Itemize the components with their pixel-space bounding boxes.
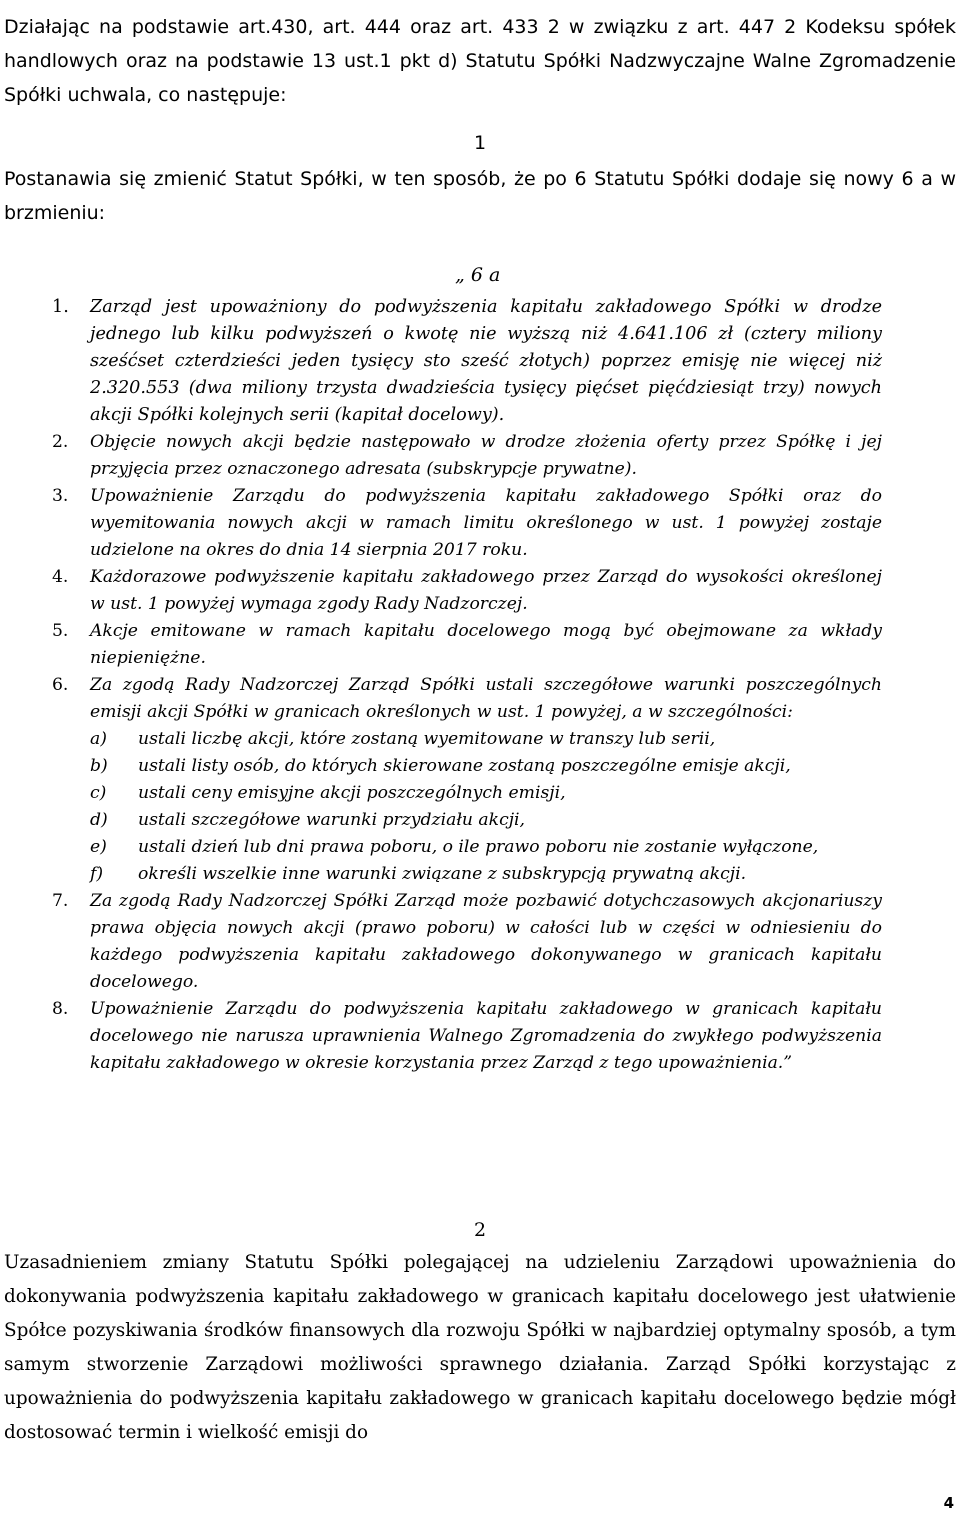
subitem-c xyxy=(90,780,882,807)
article-item-4 xyxy=(52,564,882,618)
section-6a-mark: „ 6 a xyxy=(455,264,501,286)
paragraph-1-mark: 1 xyxy=(473,132,487,154)
item-text: Za zgodą Rady Nadzorczej Zarząd Spółki ustali szczegółowe warunki poszczególnych emisji akcji Spółki w granicach określonych w ust. 1 powyżej, a w szczególności: xyxy=(90,675,882,722)
article-item-6 xyxy=(52,672,882,888)
article-item-8 xyxy=(52,996,882,1077)
item-text: Upoważnienie Zarządu do podwyższenia kapitału zakładowego w granicach kapitału docelowego nie narusza uprawnienia Walnego Zgromadzenia do zwykłego podwyższenia kapitału zakładowego w okresie korzystania przez Zarząd z tego upoważnienia.” xyxy=(90,999,882,1073)
item-number: 6. xyxy=(52,675,69,695)
item-text: Każdorazowe podwyższenie kapitału zakładowego przez Zarząd do wysokości określonej w ust. 1 powyżej wymaga zgody Rady Nadzorczej. xyxy=(90,567,882,614)
subitem-letter: a) xyxy=(90,729,107,749)
article-item-5 xyxy=(52,618,882,672)
item-number: 4. xyxy=(52,567,69,587)
subitem-b xyxy=(90,753,882,780)
item-text: Za zgodą Rady Nadzorczej Spółki Zarząd może pozbawić dotychczasowych akcjonariuszy prawa objęcia nowych akcji (prawo poboru) w całości lub w części w odniesieniu do każdego podwyższenia kapitału zakładowego dokonywanego w granicach kapitału docelowego. xyxy=(90,891,882,992)
page-number: 4 xyxy=(943,1494,954,1512)
item-number: 7. xyxy=(52,891,69,911)
subitem-letter: c) xyxy=(90,783,107,803)
subitem-letter: b) xyxy=(90,756,108,776)
item-text: Zarząd jest upoważniony do podwyższenia kapitału zakładowego Spółki w drodze jednego lub kilku podwyższeń o kwotę nie wyższą niż 4.641.106 zł (cztery miliony sześćset czterdzieści jeden tysięcy sto sześć złotych) poprzez emisję nie więcej niż 2.320.553 (dwa miliony trzysta dwadzieścia tysięcy pięćset pięćdziesiąt trzy) nowych akcji Spółki kolejnych serii (kapitał docelowy). xyxy=(90,297,882,425)
paragraph-2-mark: 2 xyxy=(473,1219,487,1241)
item-number: 5. xyxy=(52,621,69,641)
article-item-2 xyxy=(52,429,882,483)
article-item-1 xyxy=(52,294,882,429)
subitem-text: ustali listy osób, do których skierowane zostaną poszczególne emisje akcji, xyxy=(138,756,791,776)
subitem-text: określi wszelkie inne warunki związane z subskrypcją prywatną akcji. xyxy=(138,864,747,884)
subitem-letter: f) xyxy=(90,864,104,884)
article-item-7 xyxy=(52,888,882,996)
subitem-d xyxy=(90,807,882,834)
paragraph-2-text: Uzasadnieniem zmiany Statutu Spółki polegającej na udzieleniu Zarządowi upoważnienia do dokonywania podwyższenia kapitału zakładowego w granicach kapitału docelowego jest ułatwienie Spółce pozyskiwania środków finansowych dla rozwoju Spółki w najbardziej optymalny sposób, a tym samym stworzenie Zarządowi możliwości sprawnego działania. Zarząd Spółki korzystając z upoważnienia do podwyższenia kapitału zakładowego w granicach kapitału docelowego będzie mógł dostosować termin i wielkość emisji do xyxy=(4,1252,956,1443)
intro-paragraph: Działając na podstawie art.430, art. 444 oraz art. 433 2 w związku z art. 447 2 Kodeksu spółek handlowych oraz na podstawie 13 ust.1 pkt d) Statutu Spółki Nadzwyczajne Walne Zgromadzenie Spółki uchwala, co następuje: xyxy=(4,16,956,106)
subitem-list xyxy=(90,726,882,888)
item-number: 1. xyxy=(52,297,69,317)
subitem-a xyxy=(90,726,882,753)
subitem-text: ustali dzień lub dni prawa poboru, o ile prawo poboru nie zostanie wyłączone, xyxy=(138,837,819,857)
item-text: Akcje emitowane w ramach kapitału docelowego mogą być obejmowane za wkłady niepieniężne. xyxy=(90,621,882,668)
item-number: 2. xyxy=(52,432,69,452)
section-6a-body xyxy=(52,294,882,1077)
item-text: Upoważnienie Zarządu do podwyższenia kapitału zakładowego Spółki oraz do wyemitowania nowych akcji w ramach limitu określonego w ust. 1 powyżej zostaje udzielone na okres do dnia 14 sierpnia 2017 roku. xyxy=(90,486,882,560)
item-number: 8. xyxy=(52,999,69,1019)
article-item-3 xyxy=(52,483,882,564)
subitem-letter: e) xyxy=(90,837,107,857)
subitem-text: ustali ceny emisyjne akcji poszczególnych emisji, xyxy=(138,783,566,803)
subitem-f xyxy=(90,861,882,888)
paragraph-1-text: Postanawia się zmienić Statut Spółki, w ten sposób, że po 6 Statutu Spółki dodaje się nowy 6 a w brzmieniu: xyxy=(4,168,956,224)
item-text: Objęcie nowych akcji będzie następowało w drodze złożenia oferty przez Spółkę i jej przyjęcia przez oznaczonego adresata (subskrypcje prywatne). xyxy=(90,432,882,479)
item-number: 3. xyxy=(52,486,69,506)
subitem-letter: d) xyxy=(90,810,108,830)
subitem-text: ustali szczegółowe warunki przydziału akcji, xyxy=(138,810,526,830)
subitem-e xyxy=(90,834,882,861)
subitem-text: ustali liczbę akcji, które zostaną wyemitowane w transzy lub serii, xyxy=(138,729,716,749)
